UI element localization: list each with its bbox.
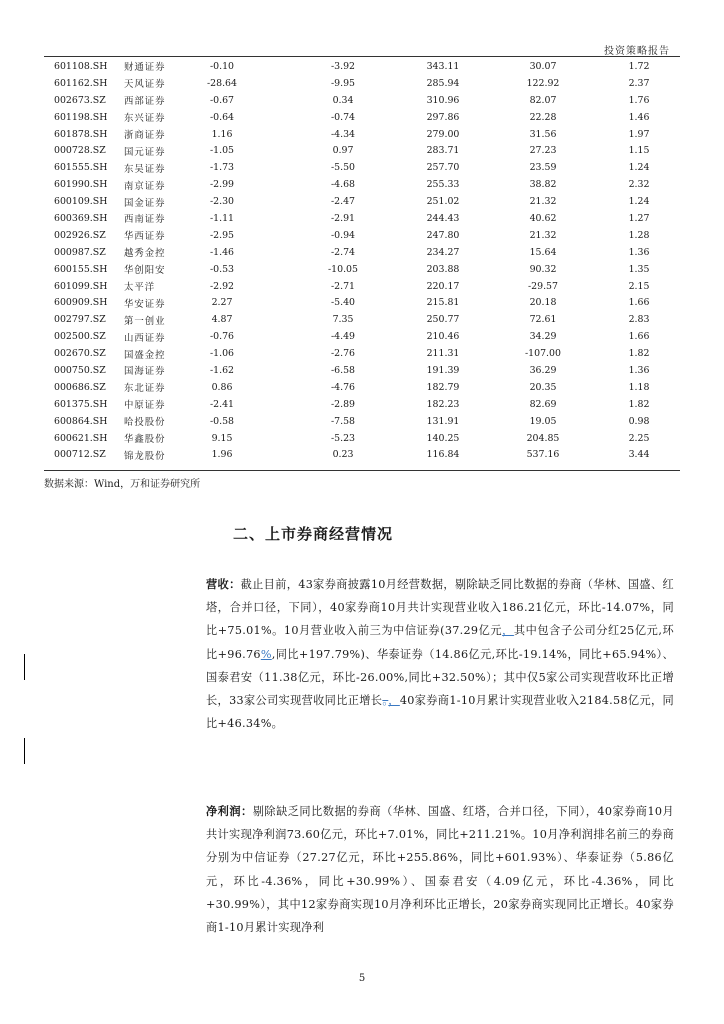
broker-name-cell: 太平洋 [124, 282, 156, 294]
value-3-cell: 203.88 [426, 263, 460, 275]
value-1-cell: -0.53 [209, 263, 235, 275]
value-4-cell: 30.07 [529, 60, 557, 72]
value-5-cell: 1.82 [628, 398, 650, 410]
value-5-cell: 0.98 [628, 415, 650, 427]
table-row [44, 278, 680, 295]
value-1-cell: -0.67 [209, 94, 235, 106]
value-2-cell: -7.58 [330, 415, 356, 427]
value-3-cell: 310.96 [426, 94, 460, 106]
value-5-cell: 1.28 [628, 229, 650, 241]
value-1-cell: -2.41 [209, 398, 235, 410]
revenue-text: 截止目前，43家券商披露10月经营数据，剔除缺乏同比数据的券商（华林、国盛、红塔，合并口径，下同），40家券商10月共计实现营业收入186.21亿元，环比-14.07%，同比+75.01%。10月营业收入前三为中信证券(37.29亿元 [206, 578, 674, 638]
stock-code-cell: 002500.SZ [54, 331, 106, 343]
value-2-cell: -2.47 [330, 196, 356, 208]
value-4-cell: 122.92 [526, 77, 560, 89]
stock-code-cell: 000750.SZ [54, 364, 106, 376]
value-3-cell: 283.71 [426, 145, 460, 157]
value-4-cell: 82.07 [529, 94, 557, 106]
value-3-cell: 191.39 [426, 364, 460, 376]
value-5-cell: 1.76 [628, 94, 650, 106]
value-3-cell: 131.91 [426, 415, 460, 427]
value-5-cell: 1.72 [628, 60, 650, 72]
value-5-cell: 1.97 [628, 128, 650, 140]
table-row [44, 244, 680, 261]
stock-code-cell: 000712.SZ [54, 449, 106, 461]
page-number: 5 [358, 973, 366, 984]
value-5-cell: 2.25 [628, 432, 650, 444]
value-5-cell: 1.24 [628, 196, 650, 208]
value-2-cell: 0.23 [332, 449, 354, 461]
value-5-cell: 3.44 [628, 449, 650, 461]
broker-name-cell: 西南证券 [124, 214, 166, 226]
table-row [44, 430, 680, 447]
stock-code-cell: 601162.SH [54, 77, 108, 89]
broker-name-cell: 东兴证券 [124, 113, 166, 125]
value-2-cell: -10.05 [327, 263, 358, 275]
stock-code-cell: 601108.SH [54, 60, 108, 72]
value-2-cell: -2.76 [330, 348, 356, 360]
revision-deletion: 。 [382, 694, 389, 708]
table-row [44, 210, 680, 227]
value-2-cell: -4.68 [330, 179, 356, 191]
broker-name-cell: 西部证券 [124, 96, 166, 108]
stock-code-cell: 000728.SZ [54, 145, 106, 157]
broker-name-cell: 南京证券 [124, 180, 166, 192]
broker-name-cell: 锦龙股份 [124, 450, 166, 462]
net-profit-paragraph [206, 800, 674, 939]
value-1-cell: -2.95 [209, 229, 235, 241]
value-1-cell: -2.30 [209, 196, 235, 208]
revenue-text: ,同比+197.79%)、华泰证券（14.86亿元,环比-19.14%，同比+65.94%）、国泰君安（11.38亿元，环比-26.00%,同比+32.50%）；其中仅5家公司实现营收环比正增长，33家公司实现营收同比正增长 [206, 647, 674, 708]
stock-code-cell: 601198.SH [54, 111, 108, 123]
value-3-cell: 140.25 [426, 432, 460, 444]
broker-name-cell: 东北证券 [124, 383, 166, 395]
value-5-cell: 2.32 [628, 179, 650, 191]
table-row [44, 379, 680, 396]
net-profit-text: 剔除缺乏同比数据的券商（华林、国盛、红塔，合并口径，下同），40家券商10月共计实现净利润73.60亿元，环比+7.01%，同比+211.21%。10月净利润排名前三的券商分别为中信证券（27.27亿元，环比+255.86%，同比+601.93%）、华泰证券（5.86亿元，环比-4.36%，同比+30.99%）、国泰君安（4.09亿元，环比-4.36%，同比+30.99%），其中12家券商实现10月净利环比正增长，20家券商实现同比正增长。40家券商1-10月累计实现净利 [206, 805, 674, 935]
value-1-cell: -0.10 [209, 60, 235, 72]
value-4-cell: 72.61 [529, 314, 557, 326]
value-4-cell: 204.85 [526, 432, 560, 444]
value-3-cell: 247.80 [426, 229, 460, 241]
broker-name-cell: 国盛金控 [124, 349, 166, 361]
stock-code-cell: 002670.SZ [54, 348, 106, 360]
value-2-cell: -6.58 [330, 364, 356, 376]
value-4-cell: 21.32 [529, 229, 557, 241]
broker-name-cell: 越秀金控 [124, 248, 166, 260]
stock-code-cell: 601878.SH [54, 128, 108, 140]
value-4-cell: 15.64 [529, 246, 557, 258]
broker-name-cell: 国海证券 [124, 366, 166, 378]
value-3-cell: 182.79 [426, 381, 460, 393]
broker-name-cell: 国元证券 [124, 146, 166, 158]
value-3-cell: 244.43 [426, 212, 460, 224]
value-2-cell: -5.23 [330, 432, 356, 444]
stock-code-cell: 600155.SH [54, 263, 108, 275]
revision-insertion: ， [388, 694, 400, 708]
value-3-cell: 251.02 [426, 196, 460, 208]
header-divider [44, 56, 680, 57]
table-row [44, 126, 680, 143]
table-row [44, 261, 680, 278]
value-2-cell: -2.71 [330, 280, 356, 292]
value-4-cell: 22.28 [529, 111, 557, 123]
value-4-cell: 27.23 [529, 145, 557, 157]
value-5-cell: 1.66 [628, 331, 650, 343]
value-5-cell: 1.46 [628, 111, 650, 123]
value-3-cell: 211.31 [426, 348, 460, 360]
broker-name-cell: 第一创业 [124, 315, 166, 327]
revision-insertion: ， [502, 624, 514, 638]
value-5-cell: 1.66 [628, 297, 650, 309]
value-4-cell: 40.62 [529, 212, 557, 224]
value-1-cell: 4.87 [211, 314, 233, 326]
broker-name-cell: 华安证券 [124, 298, 166, 310]
value-1-cell: 1.96 [211, 449, 233, 461]
value-5-cell: 1.82 [628, 348, 650, 360]
value-1-cell: -0.76 [209, 331, 235, 343]
broker-stock-table [44, 58, 680, 463]
stock-code-cell: 002926.SZ [54, 229, 106, 241]
value-1-cell: -1.11 [209, 212, 235, 224]
value-1-cell: 1.16 [211, 128, 233, 140]
value-1-cell: -2.92 [209, 280, 235, 292]
stock-code-cell: 000686.SZ [54, 381, 106, 393]
stock-code-cell: 002797.SZ [54, 314, 106, 326]
revenue-paragraph [206, 573, 674, 735]
data-source-note: 数据来源：Wind，万和证券研究所 [44, 479, 201, 490]
stock-code-cell: 600369.SH [54, 212, 108, 224]
table-bottom-divider [44, 470, 680, 471]
table-row [44, 193, 680, 210]
stock-code-cell: 600109.SH [54, 196, 108, 208]
table-row [44, 92, 680, 109]
revision-insertion: % [260, 647, 272, 661]
broker-name-cell: 中原证券 [124, 400, 166, 412]
stock-code-cell: 000987.SZ [54, 246, 106, 258]
revision-change-bar [24, 654, 25, 680]
value-1-cell: 9.15 [211, 432, 233, 444]
value-4-cell: -107.00 [525, 348, 561, 360]
value-2-cell: -2.89 [330, 398, 356, 410]
value-2-cell: -0.74 [330, 111, 356, 123]
value-1-cell: -0.64 [209, 111, 235, 123]
value-5-cell: 2.37 [628, 77, 650, 89]
value-3-cell: 234.27 [426, 246, 460, 258]
value-3-cell: 285.94 [426, 77, 460, 89]
value-4-cell: 36.29 [529, 364, 557, 376]
stock-code-cell: 601099.SH [54, 280, 108, 292]
broker-name-cell: 财通证券 [124, 62, 166, 74]
broker-name-cell: 山西证券 [124, 332, 166, 344]
table-row [44, 362, 680, 379]
table-row [44, 227, 680, 244]
value-4-cell: 34.29 [529, 331, 557, 343]
value-4-cell: 20.18 [529, 297, 557, 309]
value-4-cell: 23.59 [529, 162, 557, 174]
value-5-cell: 2.15 [628, 280, 650, 292]
value-4-cell: 20.35 [529, 381, 557, 393]
broker-name-cell: 哈投股份 [124, 417, 166, 429]
revenue-text: 其中包含子公司分红25亿元,环比+96.76 [206, 624, 674, 661]
table-row [44, 109, 680, 126]
value-1-cell: -1.06 [209, 348, 235, 360]
table-row [44, 345, 680, 362]
revenue-text: 40家券商1-10月累计实现营业收入2184.58亿元，同比+46.34%。 [206, 694, 674, 731]
value-2-cell: -2.74 [330, 246, 356, 258]
broker-name-cell: 华鑫股份 [124, 434, 166, 446]
value-5-cell: 1.27 [628, 212, 650, 224]
value-4-cell: 21.32 [529, 196, 557, 208]
value-2-cell: 7.35 [332, 314, 354, 326]
value-5-cell: 2.83 [628, 314, 650, 326]
value-1-cell: -1.46 [209, 246, 235, 258]
value-4-cell: 537.16 [526, 449, 560, 461]
value-5-cell: 1.36 [628, 364, 650, 376]
value-4-cell: 90.32 [529, 263, 557, 275]
revenue-lead: 营收： [206, 577, 241, 591]
stock-code-cell: 600621.SH [54, 432, 108, 444]
value-2-cell: -4.49 [330, 331, 356, 343]
value-3-cell: 182.23 [426, 398, 460, 410]
value-3-cell: 210.46 [426, 331, 460, 343]
value-2-cell: -5.50 [330, 162, 356, 174]
value-3-cell: 279.00 [426, 128, 460, 140]
broker-name-cell: 国金证券 [124, 197, 166, 209]
value-1-cell: -2.99 [209, 179, 235, 191]
revision-change-bar [24, 738, 25, 764]
value-1-cell: 0.86 [211, 381, 233, 393]
stock-code-cell: 601375.SH [54, 398, 108, 410]
value-4-cell: 19.05 [529, 415, 557, 427]
value-4-cell: 31.56 [529, 128, 557, 140]
value-5-cell: 1.18 [628, 381, 650, 393]
value-5-cell: 1.24 [628, 162, 650, 174]
value-3-cell: 250.77 [426, 314, 460, 326]
table-row [44, 446, 680, 463]
broker-name-cell: 东吴证券 [124, 163, 166, 175]
value-5-cell: 1.36 [628, 246, 650, 258]
value-2-cell: -4.76 [330, 381, 356, 393]
value-2-cell: -9.95 [330, 77, 356, 89]
stock-code-cell: 600864.SH [54, 415, 108, 427]
net-profit-lead: 净利润： [206, 804, 253, 818]
value-3-cell: 116.84 [426, 449, 460, 461]
value-2-cell: 0.97 [332, 145, 354, 157]
table-row [44, 396, 680, 413]
value-3-cell: 255.33 [426, 179, 460, 191]
value-1-cell: -0.58 [209, 415, 235, 427]
value-2-cell: -0.94 [330, 229, 356, 241]
broker-name-cell: 华创阳安 [124, 265, 166, 277]
table-row [44, 413, 680, 430]
broker-stock-table-body [44, 58, 680, 463]
stock-code-cell: 601555.SH [54, 162, 108, 174]
value-2-cell: -2.91 [330, 212, 356, 224]
broker-name-cell: 华西证券 [124, 231, 166, 243]
value-4-cell: 82.69 [529, 398, 557, 410]
value-2-cell: 0.34 [332, 94, 354, 106]
stock-code-cell: 002673.SZ [54, 94, 106, 106]
table-row [44, 294, 680, 311]
value-3-cell: 297.86 [426, 111, 460, 123]
value-1-cell: 2.27 [211, 297, 233, 309]
value-3-cell: 343.11 [426, 60, 460, 72]
stock-code-cell: 600909.SH [54, 297, 108, 309]
value-1-cell: -1.73 [209, 162, 235, 174]
value-1-cell: -28.64 [206, 77, 237, 89]
table-row [44, 58, 680, 75]
value-5-cell: 1.35 [628, 263, 650, 275]
table-row [44, 75, 680, 92]
value-5-cell: 1.15 [628, 145, 650, 157]
table-row [44, 328, 680, 345]
table-row [44, 159, 680, 176]
stock-code-cell: 601990.SH [54, 179, 108, 191]
value-3-cell: 257.70 [426, 162, 460, 174]
value-1-cell: -1.05 [209, 145, 235, 157]
value-4-cell: -29.57 [527, 280, 558, 292]
value-2-cell: -4.34 [330, 128, 356, 140]
value-4-cell: 38.82 [529, 179, 557, 191]
broker-name-cell: 浙商证券 [124, 130, 166, 141]
broker-name-cell: 天风证券 [124, 79, 166, 91]
report-type-label: 投资策略报告 [604, 46, 670, 57]
value-2-cell: -3.92 [330, 60, 356, 72]
table-row [44, 311, 680, 328]
value-3-cell: 220.17 [426, 280, 460, 292]
value-1-cell: -1.62 [209, 364, 235, 376]
value-3-cell: 215.81 [426, 297, 460, 309]
table-row [44, 142, 680, 159]
section-title: 二、上市券商经营情况 [233, 525, 394, 543]
table-row [44, 176, 680, 193]
value-2-cell: -5.40 [330, 297, 356, 309]
